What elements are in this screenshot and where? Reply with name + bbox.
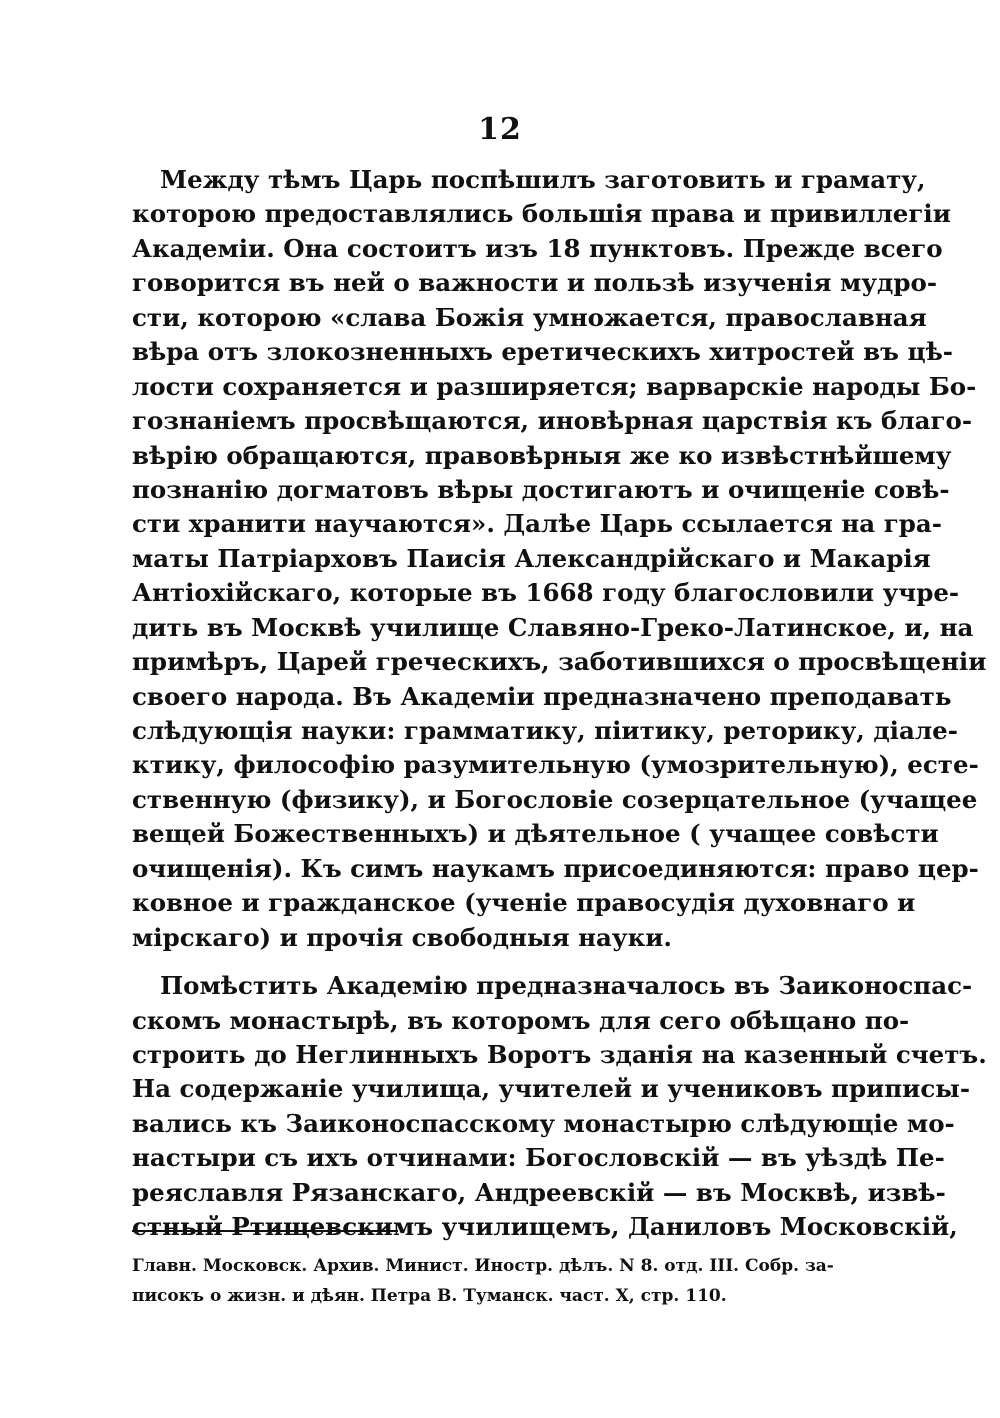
text-line: строить до Неглинныхъ Воротъ зданія на казенный счетъ. (132, 1039, 987, 1069)
text-line: мірскаго) и прочія свободныя науки. (132, 922, 672, 952)
footnote (132, 1251, 834, 1311)
footnote-line: писокъ о жизн. и дѣян. Петра В. Туманск. част. X, стр. 110. (132, 1286, 727, 1306)
text-line: ственную (физику), и Богословіе созерцательное (учащее (132, 784, 978, 814)
text-line: вѣра отъ злокозненныхъ еретическихъ хитростей въ цѣ- (132, 337, 953, 367)
text-line: своего народа. Въ Академіи предназначено преподавать (132, 681, 952, 711)
text-line: настыри съ ихъ отчинами: Богословскій — въ уѣздѣ Пе- (132, 1143, 945, 1173)
text-line: примѣръ, Царей греческихъ, заботившихся о просвѣщеніи (132, 647, 987, 677)
text-line: лости сохраняется и разширяется; варварскіе народы Бо- (132, 371, 977, 401)
text-line: На содержаніе училища, учителей и учениковъ приписы- (132, 1074, 971, 1104)
text-line: вещей Божественныхъ) и дѣятельное ( учащее совѣсти (132, 819, 939, 849)
footnote-line: Главн. Московск. Архив. Минист. Иностр. дѣлъ. N 8. отд. III. Собр. за- (132, 1256, 834, 1276)
text-line: вались къ Заиконоспасскому монастырю слѣдующіе мо- (132, 1108, 955, 1138)
text-line: ктику, философію разумительную (умозрительную), есте- (132, 750, 979, 780)
body-text (132, 163, 987, 1245)
text-line: гознаніемъ просвѣщаются, иновѣрная царствія къ благо- (132, 406, 973, 436)
text-line: сти, которою «слава Божія умножается, православная (132, 302, 927, 332)
paragraph-gap (132, 955, 808, 969)
text-line: очищенія). Къ симъ наукамъ присоединяются: право цер- (132, 853, 979, 883)
text-line: слѣдующія науки: грамматику, піитику, реторику, діале- (132, 716, 958, 745)
text-line: говорится въ ней о важности и пользѣ изученія мудро- (132, 268, 937, 298)
text-line: стный Ртищевскимъ училищемъ, Даниловъ Московскій, (132, 1212, 958, 1242)
text-line: Антіохійскаго, которые въ 1668 году благословили учре- (132, 578, 960, 608)
text-line: ковное и гражданское (ученіе правосудія духовнаго и (132, 888, 916, 918)
text-line: Академіи. Она состоитъ изъ 18 пунктовъ. Прежде всего (132, 233, 943, 263)
text-line: которою предоставлялись большія права и привиллегіи (132, 199, 951, 229)
page-number: 12 (478, 112, 522, 147)
text-line: маты Патріарховъ Паисія Александрійскаго и Макарія (132, 543, 931, 573)
text-line: вѣрію обращаются, правовѣрныя же ко извѣстнѣйшему (132, 440, 952, 470)
text-line: познанію догматовъ вѣры достигаютъ и очищеніе совѣ- (132, 474, 950, 504)
text-line: дить въ Москвѣ училище Славяно-Греко-Латинское, и, на (132, 612, 974, 642)
paragraph-1 (132, 163, 987, 955)
text-line: сти хранити научаются». Далѣе Царь ссылается на гра- (132, 509, 942, 539)
text-line: скомъ монастырѣ, въ которомъ для сего обѣщано по- (132, 1005, 910, 1035)
footnote-divider (132, 1230, 398, 1232)
text-line: Помѣстить Академію предназначалось въ Заиконоспас- (160, 971, 973, 1001)
text-line: реяславля Рязанскаго, Андреевскій — въ Москвѣ, извѣ- (132, 1177, 946, 1207)
paragraph-2 (132, 969, 987, 1245)
text-line: Между тѣмъ Царь поспѣшилъ заготовить и грамату, (160, 165, 926, 194)
